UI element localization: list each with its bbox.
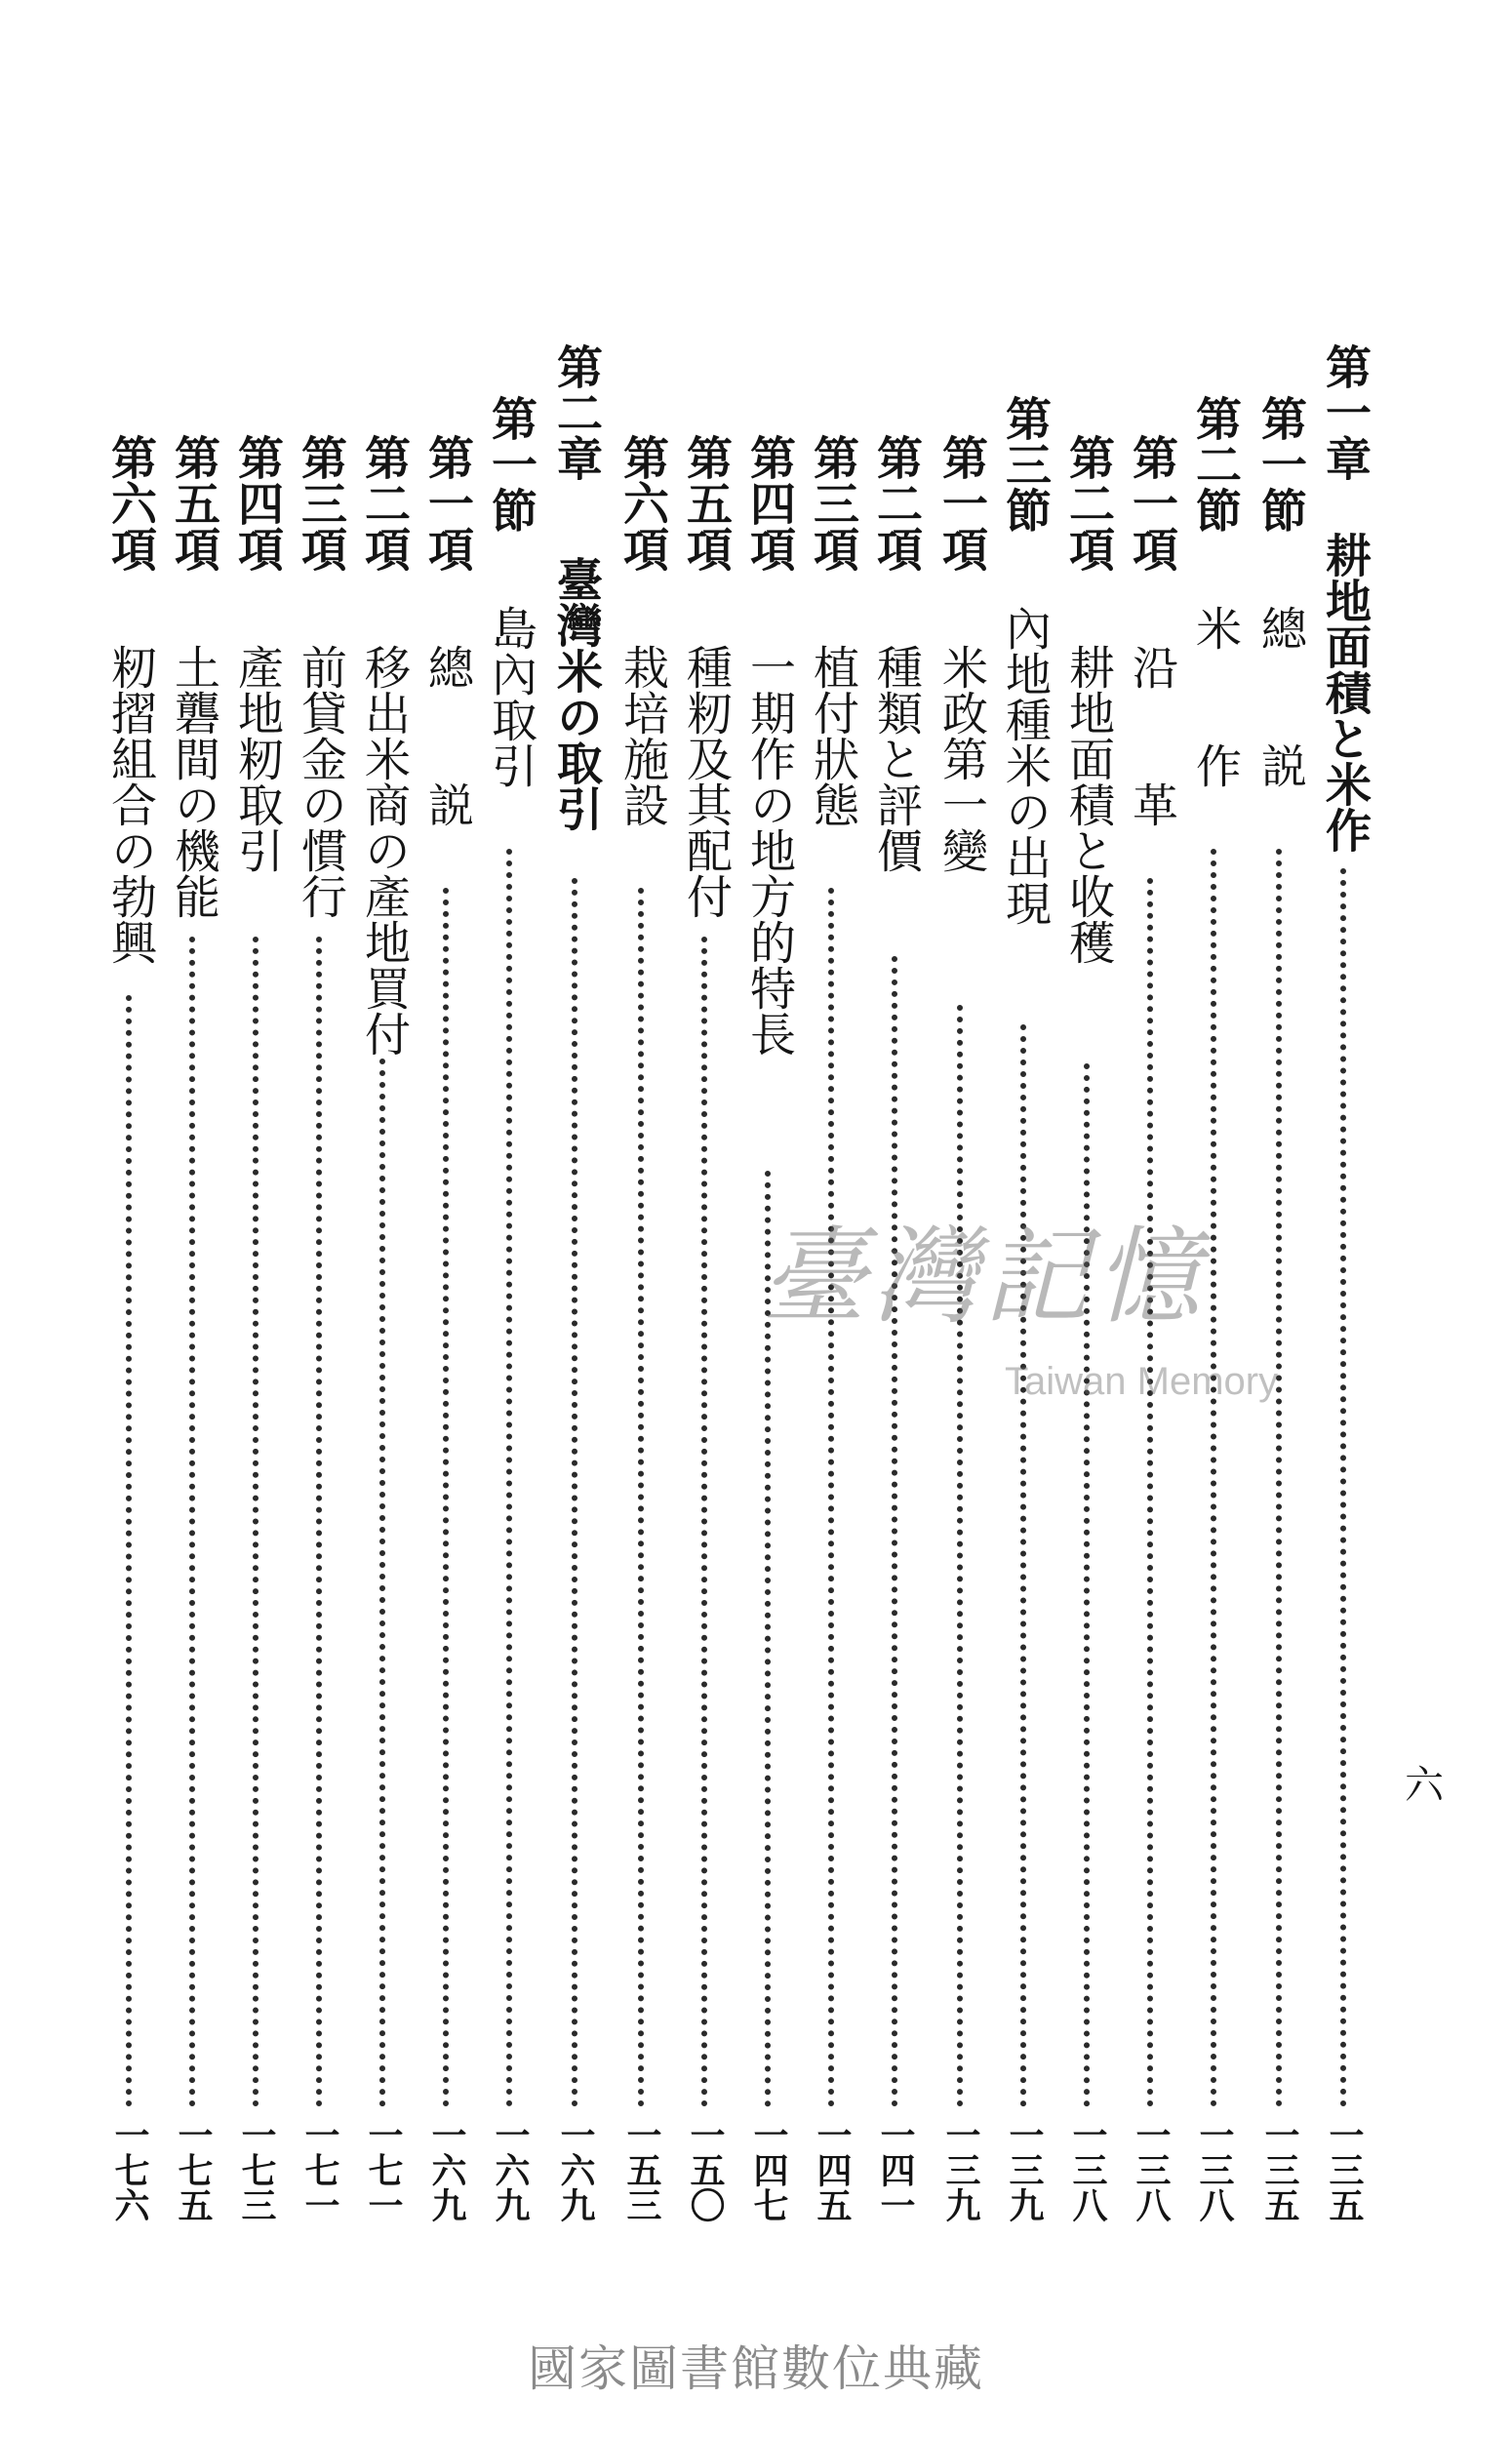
toc-leader-dots bbox=[189, 937, 195, 2107]
toc-entry-prefix: 第三節 bbox=[998, 395, 1052, 533]
toc-entry-prefix: 第三項 bbox=[294, 434, 347, 572]
toc-leader-dots bbox=[701, 937, 707, 2107]
toc-entry-title: 種類と評價 bbox=[869, 644, 923, 873]
toc-entry-page: 一五三 bbox=[621, 2117, 662, 2222]
toc-leader-dots bbox=[1211, 849, 1216, 2107]
toc-entry[interactable] bbox=[291, 0, 349, 2244]
toc-entry-title: 總 説 bbox=[420, 644, 474, 827]
watermark-cjk-text: 臺灣記憶 bbox=[761, 1217, 1207, 1339]
footer-credit: 國家圖書館數位典藏 bbox=[528, 2340, 984, 2397]
toc-leader-dots bbox=[828, 888, 834, 2107]
toc-entry-page: 一七三 bbox=[236, 2117, 277, 2222]
toc-entry-prefix: 第三項 bbox=[806, 434, 859, 572]
toc-entry-prefix: 第二項 bbox=[869, 434, 923, 572]
toc-entry-title: 一期作の地方的特長 bbox=[742, 644, 796, 1057]
toc-entry-prefix: 第一節 bbox=[484, 395, 537, 533]
toc-entry-title: 移出米商の產地買付 bbox=[357, 644, 411, 1057]
toc-leader-dots bbox=[443, 888, 449, 2107]
toc-entry-page: 一三五 bbox=[1324, 2117, 1365, 2222]
toc-entry-page: 一七五 bbox=[173, 2117, 214, 2222]
toc-entry[interactable] bbox=[995, 0, 1054, 2244]
toc-entry-page: 一四五 bbox=[812, 2117, 853, 2222]
toc-entry-prefix: 第五項 bbox=[679, 434, 733, 572]
toc-entry-page: 一三八 bbox=[1067, 2117, 1108, 2222]
toc-entry[interactable] bbox=[1058, 0, 1117, 2244]
toc-entry[interactable] bbox=[1251, 0, 1309, 2244]
toc-entry-prefix: 第二項 bbox=[357, 434, 411, 572]
toc-entry-prefix: 第六項 bbox=[616, 434, 669, 572]
toc-entry-page: 一四一 bbox=[875, 2117, 916, 2222]
toc-entry-prefix: 第二章 bbox=[549, 343, 603, 481]
toc-entry[interactable] bbox=[803, 0, 861, 2244]
page-number: 六 bbox=[1405, 1763, 1444, 1808]
toc-entry[interactable] bbox=[613, 0, 671, 2244]
toc-leader-dots bbox=[1340, 868, 1346, 2107]
toc-entry-page: 一四七 bbox=[748, 2117, 789, 2222]
toc-entry-page: 一五〇 bbox=[685, 2117, 726, 2222]
toc-entry[interactable] bbox=[481, 0, 539, 2244]
toc-entry-page: 一六九 bbox=[426, 2117, 467, 2222]
toc-entry[interactable] bbox=[100, 0, 159, 2244]
toc-entry[interactable] bbox=[1122, 0, 1180, 2244]
toc-leader-dots bbox=[765, 1171, 771, 2107]
toc-entry[interactable] bbox=[676, 0, 735, 2244]
toc-entry-title: 栽培施設 bbox=[616, 644, 669, 827]
toc-entry-page: 一三五 bbox=[1259, 2117, 1300, 2222]
toc-entry-prefix: 第四項 bbox=[742, 434, 796, 572]
toc-entry-title: 臺灣米の取引 bbox=[549, 556, 603, 831]
toc-leader-dots bbox=[379, 1059, 385, 2107]
toc-leader-dots bbox=[1084, 1063, 1090, 2107]
toc-leader-dots bbox=[572, 878, 577, 2107]
toc-entry[interactable] bbox=[164, 0, 222, 2244]
toc-entry[interactable] bbox=[354, 0, 413, 2244]
toc-leader-dots bbox=[506, 849, 512, 2107]
toc-entry[interactable] bbox=[932, 0, 990, 2244]
toc-entry-page: 一三八 bbox=[1131, 2117, 1172, 2222]
toc-entry-title: 耕地面積と米作 bbox=[1318, 532, 1372, 853]
toc-leader-dots bbox=[1276, 849, 1282, 2107]
toc-entry[interactable] bbox=[1185, 0, 1244, 2244]
toc-entry[interactable] bbox=[418, 0, 476, 2244]
toc-entry-title: 沿 革 bbox=[1125, 644, 1178, 827]
toc-entry-prefix: 第一項 bbox=[420, 434, 474, 572]
toc-leader-dots bbox=[638, 888, 644, 2107]
toc-entry-title: 種籾及其配付 bbox=[679, 644, 733, 919]
toc-entry-title: 內地種米の出現 bbox=[998, 605, 1052, 926]
toc-entry-prefix: 第六項 bbox=[103, 434, 157, 572]
toc-entry-page: 一七一 bbox=[299, 2117, 340, 2222]
toc-entry-page: 一七六 bbox=[109, 2117, 150, 2222]
watermark-latin-text: Taiwan Memory bbox=[1005, 1360, 1279, 1403]
toc-entry-prefix: 第一節 bbox=[1253, 395, 1307, 533]
toc-entry-prefix: 第五項 bbox=[167, 434, 220, 572]
toc-entry-page: 一六九 bbox=[490, 2117, 531, 2222]
toc-entry-page: 一七一 bbox=[363, 2117, 404, 2222]
toc-entry-prefix: 第一章 bbox=[1318, 343, 1372, 481]
toc-leader-dots bbox=[1020, 1024, 1026, 2107]
toc-entry[interactable] bbox=[866, 0, 925, 2244]
toc-entry-title: 米 作 bbox=[1188, 605, 1242, 788]
toc-leader-dots bbox=[1147, 878, 1153, 2107]
toc-entry-title: 米政第一變 bbox=[935, 644, 988, 873]
toc-entry-prefix: 第一項 bbox=[1125, 434, 1178, 572]
toc-leader-dots bbox=[253, 937, 259, 2107]
toc-entry-prefix: 第一項 bbox=[935, 434, 988, 572]
toc-leader-dots bbox=[892, 956, 897, 2107]
toc-entry-title: 籾摺組合の勃興 bbox=[103, 644, 157, 965]
toc-entry-page: 一六九 bbox=[555, 2117, 596, 2222]
toc-leader-dots bbox=[957, 1005, 963, 2107]
toc-entry-title: 耕地面積と收穫 bbox=[1061, 644, 1115, 965]
toc-entry-title: 植付狀態 bbox=[806, 644, 859, 827]
toc-entry-prefix: 第二項 bbox=[1061, 434, 1115, 572]
toc-leader-dots bbox=[316, 937, 322, 2107]
toc-entry-prefix: 第二節 bbox=[1188, 395, 1242, 533]
toc-entry-title: 產地籾取引 bbox=[230, 644, 284, 873]
toc-entry[interactable] bbox=[227, 0, 286, 2244]
toc-entry-title: 總 説 bbox=[1253, 605, 1307, 788]
toc-leader-dots bbox=[126, 995, 132, 2107]
toc-entry-title: 土礱間の機能 bbox=[167, 644, 220, 919]
toc-entry[interactable] bbox=[739, 0, 798, 2244]
toc-entry-page: 一三八 bbox=[1194, 2117, 1235, 2222]
toc-entry-page: 一三九 bbox=[1004, 2117, 1045, 2222]
toc-entry-prefix: 第四項 bbox=[230, 434, 284, 572]
toc-entry[interactable] bbox=[1315, 0, 1373, 2244]
toc-entry-title: 前貸金の慣行 bbox=[294, 644, 347, 919]
toc-entry-title: 島內取引 bbox=[484, 605, 537, 788]
toc-entry-page: 一三九 bbox=[940, 2117, 981, 2222]
toc-entry[interactable] bbox=[546, 0, 605, 2244]
